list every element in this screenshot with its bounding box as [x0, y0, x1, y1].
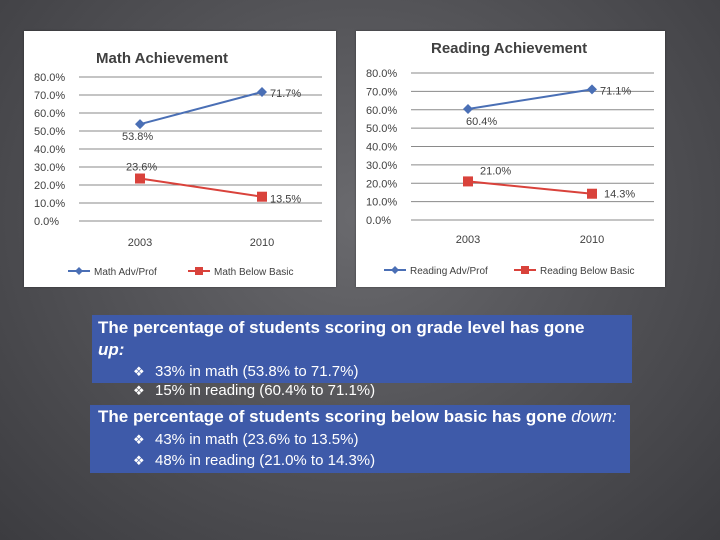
math-legend-marker	[75, 267, 83, 275]
math-data-label: 23.6%	[126, 161, 158, 174]
summary-down-bullet-2: ❖ 48% in reading (21.0% to 14.3%)	[133, 452, 376, 469]
reading-achievement-chart	[356, 31, 665, 287]
diamond-bullet-icon: ❖	[133, 364, 145, 379]
math-y-tick-label: 80.0%	[34, 72, 66, 84]
reading-legend-label: Reading Below Basic	[540, 266, 635, 277]
reading-data-label: 14.3%	[604, 188, 636, 201]
reading-y-tick-label: 10.0%	[366, 196, 398, 209]
math-y-tick-label: 0.0%	[34, 216, 60, 228]
reading-data-point	[463, 176, 473, 186]
math-y-tick-label: 10.0%	[34, 198, 66, 210]
math-data-label: 71.7%	[270, 87, 302, 100]
reading-data-label: 71.1%	[600, 85, 632, 98]
reading-data-label: 21.0%	[480, 165, 512, 178]
math-y-tick-label: 60.0%	[34, 108, 66, 120]
diamond-bullet-icon: ❖	[133, 432, 145, 447]
reading-y-tick-label: 40.0%	[366, 141, 398, 154]
math-data-label: 13.5%	[270, 193, 302, 206]
math-series-line	[140, 179, 262, 197]
reading-series-line	[468, 89, 592, 109]
math-chart-svg	[24, 31, 336, 287]
summary-up-emphasis: up:	[98, 340, 125, 359]
summary-up-bullet-2: ❖ 15% in reading (60.4% to 71.1%)	[133, 382, 376, 399]
reading-legend-label: Reading Adv/Prof	[410, 266, 488, 277]
reading-y-tick-label: 70.0%	[366, 86, 398, 99]
reading-y-tick-label: 50.0%	[366, 123, 398, 136]
summary-up-bullet-1: ❖ 33% in math (53.8% to 71.7%)	[133, 363, 359, 380]
summary-down-box	[90, 405, 630, 473]
reading-data-point	[587, 84, 597, 94]
math-x-tick-label: 2010	[249, 237, 275, 249]
math-legend-label: Math Adv/Prof	[94, 267, 157, 278]
math-legend-label: Math Below Basic	[214, 267, 294, 278]
summary-down-heading: The percentage of students scoring below basic has gone	[98, 407, 567, 426]
summary-down-emphasis: down:	[571, 407, 617, 426]
diamond-bullet-icon: ❖	[133, 383, 145, 398]
reading-y-tick-label: 20.0%	[366, 178, 398, 191]
math-y-tick-label: 20.0%	[34, 180, 66, 192]
math-data-label: 53.8%	[122, 131, 154, 144]
math-data-point	[135, 119, 145, 129]
math-legend-marker	[195, 267, 203, 275]
math-series-line	[140, 92, 262, 124]
math-title: Math Achievement	[96, 50, 228, 67]
reading-y-tick-label: 80.0%	[366, 68, 398, 80]
reading-y-tick-label: 30.0%	[366, 159, 398, 172]
reading-legend-marker	[391, 266, 399, 274]
math-data-point	[257, 192, 267, 202]
summary-up-heading: The percentage of students scoring on grade level has gone	[98, 318, 585, 337]
reading-legend-marker	[521, 266, 529, 274]
reading-title: Reading Achievement	[431, 40, 588, 57]
reading-y-tick-label: 0.0%	[366, 215, 392, 227]
diamond-bullet-icon: ❖	[133, 453, 145, 468]
math-data-point	[135, 174, 145, 184]
reading-data-point	[463, 104, 473, 114]
math-y-tick-label: 70.0%	[34, 90, 66, 102]
reading-x-tick-label: 2010	[579, 234, 605, 246]
math-achievement-chart	[24, 31, 336, 287]
summary-down-bullet-1: ❖ 43% in math (23.6% to 13.5%)	[133, 431, 359, 448]
reading-data-label: 60.4%	[466, 116, 498, 129]
math-y-tick-label: 40.0%	[34, 144, 66, 156]
math-y-tick-label: 50.0%	[34, 126, 66, 138]
reading-chart-svg	[356, 31, 665, 287]
reading-y-tick-label: 60.0%	[366, 104, 398, 117]
math-x-tick-label: 2003	[127, 237, 153, 249]
math-y-tick-label: 30.0%	[34, 162, 66, 174]
reading-data-point	[587, 189, 597, 199]
reading-x-tick-label: 2003	[455, 234, 481, 246]
